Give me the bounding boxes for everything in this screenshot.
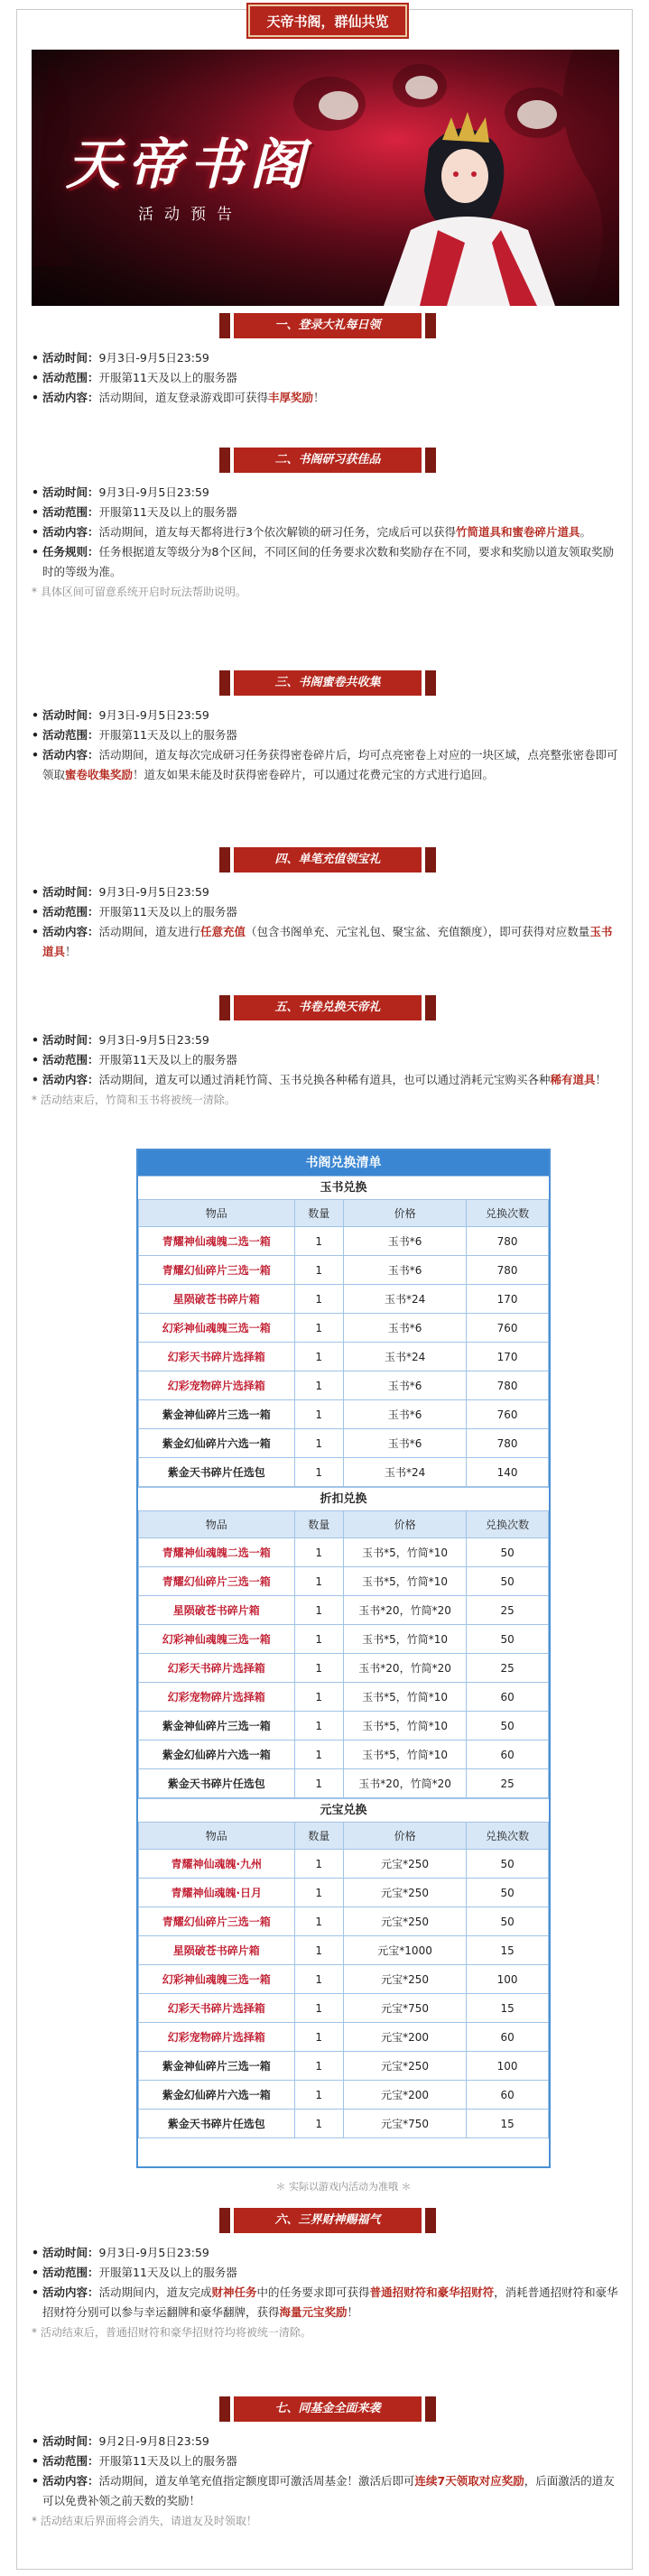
section-7-title: 七、同基金全面来袭: [234, 2396, 422, 2422]
quantity-cell: 1: [294, 2110, 343, 2138]
table-row: [139, 1683, 549, 1712]
limit-cell: 25: [467, 1596, 549, 1625]
banner-subtitle: 活动预告: [138, 206, 243, 224]
exchange-group-title: 折扣兑换: [138, 1487, 549, 1510]
table-row: [139, 1965, 549, 1994]
list-item: • 活动内容：活动期间，道友可以通过消耗竹简、玉书兑换各种稀有道具，也可以通过消耗元宝购买各种稀有道具！: [32, 1073, 607, 1086]
quantity-cell: 1: [294, 1567, 343, 1596]
item-name-cell: 幻彩神仙魂魄三选一箱: [139, 1965, 295, 1994]
item-name-cell: 幻彩宠物碎片选择箱: [139, 2023, 295, 2052]
table-row: [139, 1994, 549, 2023]
limit-cell: 60: [467, 2081, 549, 2110]
price-cell: 元宝*200: [343, 2081, 466, 2110]
limit-cell: 780: [467, 1227, 549, 1256]
limit-cell: 60: [467, 1740, 549, 1769]
list-item: • 活动内容：活动期间，道友进行任意充值（包含书阁单充、元宝礼包、聚宝盆、充值额度），即可获得对应数量玉书道具！: [32, 925, 613, 958]
exchange-group-title: 玉书兑换: [138, 1176, 549, 1199]
table-row: [139, 1879, 549, 1907]
list-item: • 活动时间：9月3日-9月5日23:59: [32, 485, 209, 499]
section-6-title: 六、三界财神赐福气: [234, 2208, 422, 2233]
section-note: * 具体区间可留意系统开启时玩法帮助说明。: [32, 586, 246, 598]
quantity-cell: 1: [294, 1769, 343, 1798]
item-name-cell: 青耀神仙魂魄二选一箱: [139, 1227, 295, 1256]
price-cell: 玉书*20，竹简*20: [343, 1596, 466, 1625]
section-6-body: [32, 2243, 620, 2342]
limit-cell: 50: [467, 1538, 549, 1567]
quantity-cell: 1: [294, 1850, 343, 1879]
quantity-cell: 1: [294, 1625, 343, 1654]
quantity-cell: 1: [294, 1429, 343, 1458]
item-name-cell: 幻彩神仙魂魄三选一箱: [139, 1314, 295, 1343]
item-name-cell: 星陨破苍书碎片箱: [139, 1936, 295, 1965]
quantity-cell: 1: [294, 1227, 343, 1256]
price-cell: 玉书*5，竹简*10: [343, 1567, 466, 1596]
table-row: [139, 1227, 549, 1256]
quantity-cell: 1: [294, 1458, 343, 1487]
column-header: 物品: [139, 1823, 295, 1850]
column-header: 价格: [343, 1823, 466, 1850]
quantity-cell: 1: [294, 1285, 343, 1314]
table-row: [139, 2081, 549, 2110]
table-row: [139, 1314, 549, 1343]
quantity-cell: 1: [294, 1936, 343, 1965]
price-cell: 玉书*6: [343, 1371, 466, 1400]
table-row: [139, 1371, 549, 1400]
list-item: • 活动时间：9月2日-9月8日23:59: [32, 2434, 209, 2448]
item-name-cell: 紫金幻仙碎片六选一箱: [139, 1429, 295, 1458]
price-cell: 元宝*750: [343, 1994, 466, 2023]
table-row: [139, 2052, 549, 2081]
column-header: 兑换次数: [467, 1511, 549, 1538]
price-cell: 玉书*5，竹简*10: [343, 1538, 466, 1567]
quantity-cell: 1: [294, 2081, 343, 2110]
banner-title: 天帝书阁: [66, 134, 311, 197]
table-row: [139, 1538, 549, 1567]
item-name-cell: 紫金幻仙碎片六选一箱: [139, 1740, 295, 1769]
exchange-table: [138, 1822, 549, 2138]
price-cell: 元宝*250: [343, 1965, 466, 1994]
item-name-cell: 星陨破苍书碎片箱: [139, 1285, 295, 1314]
quantity-cell: 1: [294, 1314, 343, 1343]
price-cell: 玉书*5，竹简*10: [343, 1683, 466, 1712]
limit-cell: 100: [467, 2052, 549, 2081]
column-header: 数量: [294, 1823, 343, 1850]
limit-cell: 170: [467, 1343, 549, 1371]
column-header: 物品: [139, 1511, 295, 1538]
quantity-cell: 1: [294, 1740, 343, 1769]
price-cell: 元宝*750: [343, 2110, 466, 2138]
item-name-cell: 青耀幻仙碎片三选一箱: [139, 1907, 295, 1936]
list-item: • 活动时间：9月3日-9月5日23:59: [32, 2246, 209, 2259]
limit-cell: 15: [467, 2110, 549, 2138]
price-cell: 玉书*5，竹简*10: [343, 1712, 466, 1740]
limit-cell: 15: [467, 1936, 549, 1965]
quantity-cell: 1: [294, 1965, 343, 1994]
list-item: • 活动范围：开服第11天及以上的服务器: [32, 2266, 237, 2279]
price-cell: 元宝*250: [343, 1907, 466, 1936]
item-name-cell: 紫金神仙碎片三选一箱: [139, 1712, 295, 1740]
limit-cell: 760: [467, 1400, 549, 1429]
table-row: [139, 1850, 549, 1879]
section-1-title: 一、登录大礼每日领: [234, 313, 422, 338]
table-row: [139, 1343, 549, 1371]
table-row: [139, 1429, 549, 1458]
list-item: • 活动范围：开服第11天及以上的服务器: [32, 728, 237, 742]
item-name-cell: 星陨破苍书碎片箱: [139, 1596, 295, 1625]
table-row: [139, 1256, 549, 1285]
exchange-table: [138, 1510, 549, 1798]
limit-cell: 140: [467, 1458, 549, 1487]
table-header-row: [139, 1823, 549, 1850]
exchange-footnote: ＊ 实际以游戏内活动为准哦 ＊: [275, 2181, 412, 2193]
item-name-cell: 青耀神仙魂魄二选一箱: [139, 1538, 295, 1567]
limit-cell: 780: [467, 1371, 549, 1400]
quantity-cell: 1: [294, 1371, 343, 1400]
price-cell: 玉书*20，竹简*20: [343, 1769, 466, 1798]
price-cell: 玉书*6: [343, 1314, 466, 1343]
section-note: * 活动结束后，普通招财符和豪华招财符均将被统一清除。: [32, 2326, 311, 2339]
table-row: [139, 1400, 549, 1429]
price-cell: 玉书*6: [343, 1400, 466, 1429]
quantity-cell: 1: [294, 1683, 343, 1712]
item-name-cell: 紫金天书碎片任选包: [139, 2110, 295, 2138]
price-cell: 玉书*6: [343, 1429, 466, 1458]
quantity-cell: 1: [294, 1538, 343, 1567]
list-item: • 活动内容：活动期间，道友单笔充值指定额度即可激活周基金！激活后即可连续7天领取对应奖励，后面激活的道友可以免费补领之前天数的奖励！: [32, 2474, 615, 2507]
limit-cell: 170: [467, 1285, 549, 1314]
price-cell: 玉书*5，竹简*10: [343, 1625, 466, 1654]
table-row: [139, 1769, 549, 1798]
price-cell: 玉书*6: [343, 1227, 466, 1256]
item-name-cell: 紫金幻仙碎片六选一箱: [139, 2081, 295, 2110]
item-name-cell: 青耀幻仙碎片三选一箱: [139, 1567, 295, 1596]
list-item: • 活动范围：开服第11天及以上的服务器: [32, 1053, 237, 1066]
table-row: [139, 1936, 549, 1965]
section-5-title: 五、书卷兑换天帝礼: [234, 995, 422, 1020]
list-item: • 活动时间：9月3日-9月5日23:59: [32, 1033, 209, 1047]
quantity-cell: 1: [294, 2023, 343, 2052]
section-7-body: [32, 2432, 620, 2531]
item-name-cell: 幻彩宠物碎片选择箱: [139, 1683, 295, 1712]
column-header: 价格: [343, 1511, 466, 1538]
table-row: [139, 1625, 549, 1654]
price-cell: 玉书*24: [343, 1285, 466, 1314]
list-item: • 活动内容：活动期间，道友每天都将进行3个依次解锁的研习任务，完成后可以获得竹简道具和蜜卷碎片道具。: [32, 525, 592, 539]
quantity-cell: 1: [294, 1400, 343, 1429]
section-1-body: [32, 348, 620, 408]
limit-cell: 780: [467, 1429, 549, 1458]
price-cell: 玉书*24: [343, 1458, 466, 1487]
limit-cell: 25: [467, 1654, 549, 1683]
limit-cell: 50: [467, 1625, 549, 1654]
item-name-cell: 青耀神仙魂魄·日月: [139, 1879, 295, 1907]
table-row: [139, 1907, 549, 1936]
price-cell: 元宝*250: [343, 1850, 466, 1879]
section-4-title: 四、单笔充值领宝礼: [234, 847, 422, 873]
section-note: * 活动结束后界面将会消失，请道友及时领取！: [32, 2515, 257, 2527]
price-cell: 元宝*250: [343, 2052, 466, 2081]
table-row: [139, 1596, 549, 1625]
table-row: [139, 2023, 549, 2052]
price-cell: 元宝*1000: [343, 1936, 466, 1965]
list-item: • 活动范围：开服第11天及以上的服务器: [32, 371, 237, 384]
list-item: • 活动内容：活动期间，道友登录游戏即可获得丰厚奖励！: [32, 391, 325, 404]
item-name-cell: 幻彩天书碎片选择箱: [139, 1994, 295, 2023]
list-item: • 活动范围：开服第11天及以上的服务器: [32, 505, 237, 519]
quantity-cell: 1: [294, 1343, 343, 1371]
limit-cell: 760: [467, 1314, 549, 1343]
column-header: 数量: [294, 1200, 343, 1227]
limit-cell: 60: [467, 1683, 549, 1712]
item-name-cell: 幻彩天书碎片选择箱: [139, 1654, 295, 1683]
price-cell: 玉书*6: [343, 1256, 466, 1285]
list-item: • 活动时间：9月3日-9月5日23:59: [32, 708, 209, 722]
quantity-cell: 1: [294, 1654, 343, 1683]
price-cell: 玉书*5，竹简*10: [343, 1740, 466, 1769]
quantity-cell: 1: [294, 1256, 343, 1285]
list-item: • 任务规则：任务根据道友等级分为8个区间，不同区间的任务要求次数和奖励存在不同，要求和奖励以道友领取奖励时的等级为准。: [32, 545, 614, 578]
quantity-cell: 1: [294, 1879, 343, 1907]
limit-cell: 15: [467, 1994, 549, 2023]
price-cell: 元宝*250: [343, 1879, 466, 1907]
limit-cell: 50: [467, 1712, 549, 1740]
column-header: 数量: [294, 1511, 343, 1538]
list-item: • 活动内容：活动期间，道友每次完成研习任务获得密卷碎片后，均可点亮密卷上对应的一块区域，点亮整张密卷即可领取蜜卷收集奖励！道友如果未能及时获得密卷碎片，可以通过花费元宝的方式进行追回。: [32, 748, 618, 781]
item-name-cell: 紫金神仙碎片三选一箱: [139, 1400, 295, 1429]
limit-cell: 60: [467, 2023, 549, 2052]
limit-cell: 50: [467, 1567, 549, 1596]
quantity-cell: 1: [294, 1907, 343, 1936]
table-header-row: [139, 1200, 549, 1227]
table-row: [139, 2110, 549, 2138]
item-name-cell: 紫金天书碎片任选包: [139, 1458, 295, 1487]
item-name-cell: 幻彩天书碎片选择箱: [139, 1343, 295, 1371]
section-2-body: [32, 483, 620, 602]
section-3-title: 三、书阁蜜卷共收集: [234, 670, 422, 696]
price-cell: 玉书*20，竹简*20: [343, 1654, 466, 1683]
limit-cell: 25: [467, 1769, 549, 1798]
page-title: 天帝书阁，群仙共览: [248, 5, 407, 37]
price-cell: 玉书*24: [343, 1343, 466, 1371]
limit-cell: 50: [467, 1850, 549, 1879]
item-name-cell: 紫金神仙碎片三选一箱: [139, 2052, 295, 2081]
list-item: • 活动范围：开服第11天及以上的服务器: [32, 2454, 237, 2468]
exchange-table-panel: [136, 1149, 551, 2168]
section-note: * 活动结束后，竹简和玉书将被统一清除。: [32, 1094, 236, 1106]
quantity-cell: 1: [294, 1994, 343, 2023]
section-5-body: [32, 1030, 620, 1110]
exchange-table-title: 书阁兑换清单: [138, 1150, 549, 1176]
column-header: 兑换次数: [467, 1823, 549, 1850]
column-header: 物品: [139, 1200, 295, 1227]
limit-cell: 100: [467, 1965, 549, 1994]
item-name-cell: 青耀幻仙碎片三选一箱: [139, 1256, 295, 1285]
column-header: 兑换次数: [467, 1200, 549, 1227]
quantity-cell: 1: [294, 2052, 343, 2081]
section-3-body: [32, 706, 620, 785]
table-row: [139, 1458, 549, 1487]
table-row: [139, 1712, 549, 1740]
section-4-body: [32, 882, 620, 962]
page-container: [16, 9, 633, 2570]
limit-cell: 50: [467, 1879, 549, 1907]
table-header-row: [139, 1511, 549, 1538]
table-row: [139, 1285, 549, 1314]
limit-cell: 780: [467, 1256, 549, 1285]
table-row: [139, 1740, 549, 1769]
table-row: [139, 1567, 549, 1596]
quantity-cell: 1: [294, 1712, 343, 1740]
list-item: • 活动时间：9月3日-9月5日23:59: [32, 351, 209, 365]
exchange-group-title: 元宝兑换: [138, 1798, 549, 1822]
list-item: • 活动内容：活动期间内，道友完成财神任务中的任务要求即可获得普通招财符和豪华招财符，消耗普通招财符和豪华招财符分别可以参与幸运翻牌和豪华翻牌，获得海量元宝奖励！: [32, 2285, 618, 2319]
item-name-cell: 紫金天书碎片任选包: [139, 1769, 295, 1798]
quantity-cell: 1: [294, 1596, 343, 1625]
list-item: • 活动时间：9月3日-9月5日23:59: [32, 885, 209, 899]
banner-image: [32, 50, 619, 306]
exchange-table: [138, 1199, 549, 1487]
price-cell: 元宝*200: [343, 2023, 466, 2052]
item-name-cell: 幻彩神仙魂魄三选一箱: [139, 1625, 295, 1654]
section-2-title: 二、书阁研习获佳品: [234, 448, 422, 473]
item-name-cell: 幻彩宠物碎片选择箱: [139, 1371, 295, 1400]
limit-cell: 50: [467, 1907, 549, 1936]
column-header: 价格: [343, 1200, 466, 1227]
item-name-cell: 青耀神仙魂魄·九州: [139, 1850, 295, 1879]
list-item: • 活动范围：开服第11天及以上的服务器: [32, 905, 237, 919]
table-row: [139, 1654, 549, 1683]
